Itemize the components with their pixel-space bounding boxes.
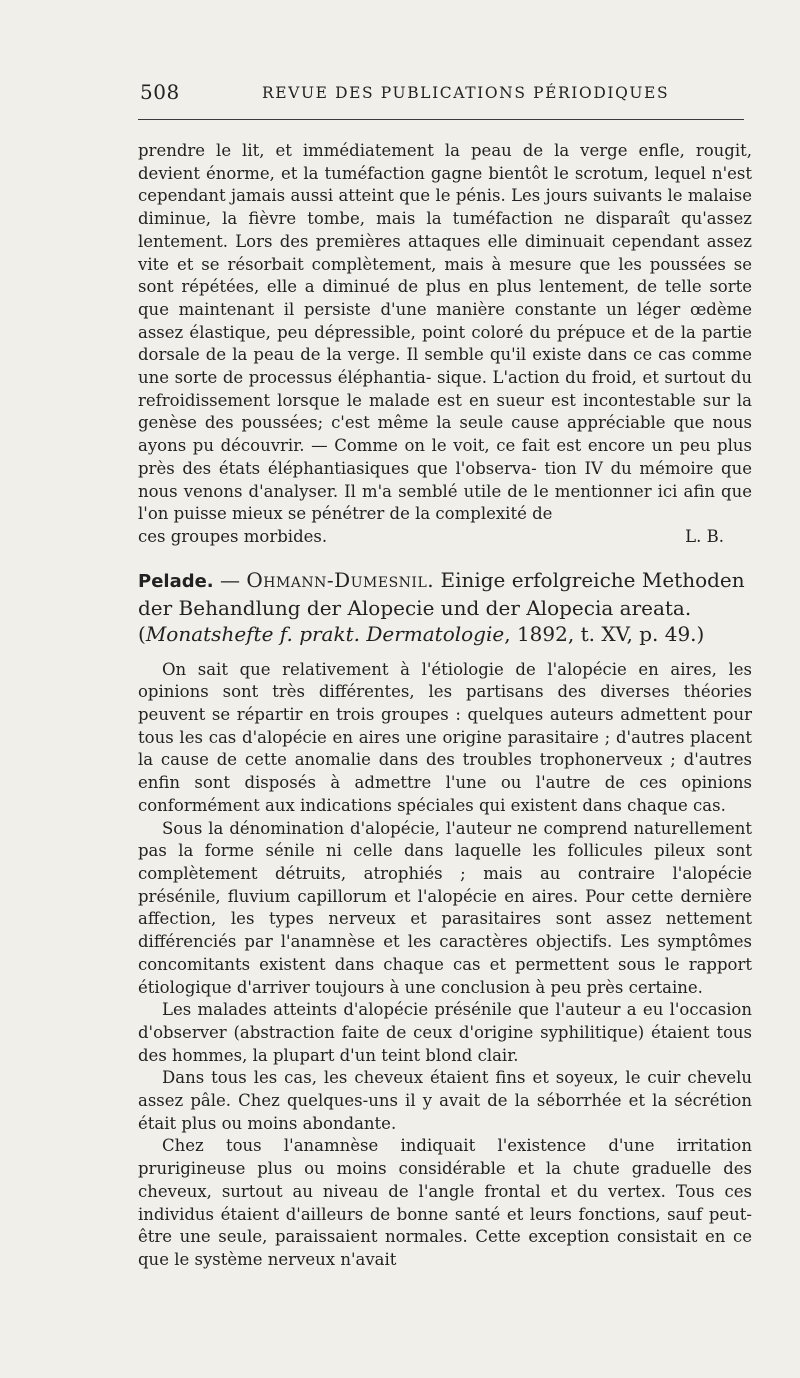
entry-journal: Monatshefte f. prakt. Dermatologie xyxy=(145,621,505,646)
running-title: REVUE DES PUBLICATIONS PÉRIODIQUES xyxy=(262,84,670,102)
signature: L. B. xyxy=(685,526,724,546)
text-line: point coloré du prépuce et de la partie dorsale de la peau de la verge. Il xyxy=(138,322,752,365)
text-line: diminué de plus en plus lentement, de telle sorte que maintenant il persiste xyxy=(138,277,753,319)
text-line: sique. L'action du froid, et surtout du refroidissement lorsque le malade xyxy=(138,368,752,410)
text-line: mentionner ici afin que l'on puisse mieux se pénétrer de la complexité de xyxy=(138,481,752,524)
text-line: énorme, et la tuméfaction gagne bientôt le scrotum, lequel n'est cependant xyxy=(138,163,752,206)
text-line: des premières attaques elle diminuait cependant assez vite et se résorbait xyxy=(138,231,753,274)
paragraph: Les malades atteints d'alopécie présénile que l'auteur a eu l'occasion d'observer (abstraction faite de ceux d'origine syphilitique) étaient tous des hommes, la plupart d'un teint blond clair. xyxy=(138,1000,752,1065)
paragraph: Chez tous l'anamnèse indiquait l'existence d'une irritation prurigineuse plus ou moins considérable et la chute graduelle des cheveux, surtout au niveau de l'angle frontal et du vertex. Tous ces individus étaient d'ailleurs de bonne santé et leurs fonctions, sauf peut-être une seule, paraissaient normales. Cette exception consistait en ce que le système nerveux n'avait xyxy=(138,1136,752,1269)
text-line: d'une manière constante un léger œdème assez élastique, peu dépressible, xyxy=(138,299,753,342)
text-line: complètement, mais à mesure que les poussées se sont répétées, elle a xyxy=(138,254,753,297)
continuation-paragraph xyxy=(138,140,752,526)
paragraph: Sous la dénomination d'alopécie, l'auteur ne comprend naturellement pas la forme sénile ni celle dans laquelle les follicules pileux sont complètement détruits, atrophiés ; mais au contraire l'alopécie présénile, fluvium capillorum et l'alopécie en aires. Pour cette dernière affection, les types nerveux et parasitaires sont assez nettement différenciés par l'anamnèse et les caractères objectifs. Les symptômes concomitants existent dans chaque cas et permettent sous le rapport étiologique d'arriver toujours à une conclusion à peu près certaine. xyxy=(138,818,752,997)
entry-title: Pelade. xyxy=(138,570,214,592)
page-header xyxy=(140,80,752,110)
entry-heading xyxy=(138,567,752,647)
page-number: 508 xyxy=(140,80,180,104)
text-line: est en sueur est incontestable sur la genèse des poussées; c'est même la xyxy=(138,390,752,433)
paragraph: On sait que relativement à l'étiologie de l'alopécie en aires, les opinions sont très différentes, les partisans des diverses théories peuvent se répartir en trois groupes : quelques auteurs admettent pour tous les cas d'alopécie en aires une origine parasitaire ; d'autres placent la cause de cette anomalie dans des troubles trophonerveux ; d'autres enfin sont disposés à admettre l'une ou l'autre de ces opinions conformément aux indications spéciales qui existent dans chaque cas. xyxy=(138,659,752,815)
entry-text: Einige erfolgreiche Methoden der Behandlung der Alopecie und der Alopecia areata. ( xyxy=(138,567,745,646)
text-line: jamais aussi atteint que le pénis. Les jours suivants le malaise diminue, la xyxy=(138,186,752,229)
entry-author: Ohmann-Dumesnil. xyxy=(246,567,435,592)
text-line: seule cause appréciable que nous ayons pu découvrir. — Comme on le voit, xyxy=(138,413,752,456)
signature-line xyxy=(138,526,752,549)
text-line: fièvre tombe, mais la tuméfaction ne disparaît qu'assez lentement. Lors xyxy=(138,209,752,251)
text-line: tion IV du mémoire que nous venons d'analyser. Il m'a semblé utile de le xyxy=(138,458,752,501)
entry-citation: , 1892, t. XV, p. 49.) xyxy=(504,621,705,646)
text-line: prendre le lit, et immédiatement la peau de la verge enfle, rougit, devient xyxy=(138,141,752,183)
last-line: ces groupes morbides. xyxy=(138,526,328,546)
entry-dash: — xyxy=(213,567,247,592)
text-line: ce fait est encore un peu plus près des états éléphantiasiques que l'observa- xyxy=(138,436,752,478)
text-line: semble qu'il existe dans ce cas comme une sorte de processus éléphantia- xyxy=(138,345,753,388)
paragraph: Dans tous les cas, les cheveux étaient fins et soyeux, le cuir chevelu assez pâle. Chez quelques-uns il y avait de la séborrhée et la sécrétion était plus ou moins abondante. xyxy=(138,1068,752,1133)
header-rule xyxy=(138,119,744,120)
body-text xyxy=(138,140,752,1272)
